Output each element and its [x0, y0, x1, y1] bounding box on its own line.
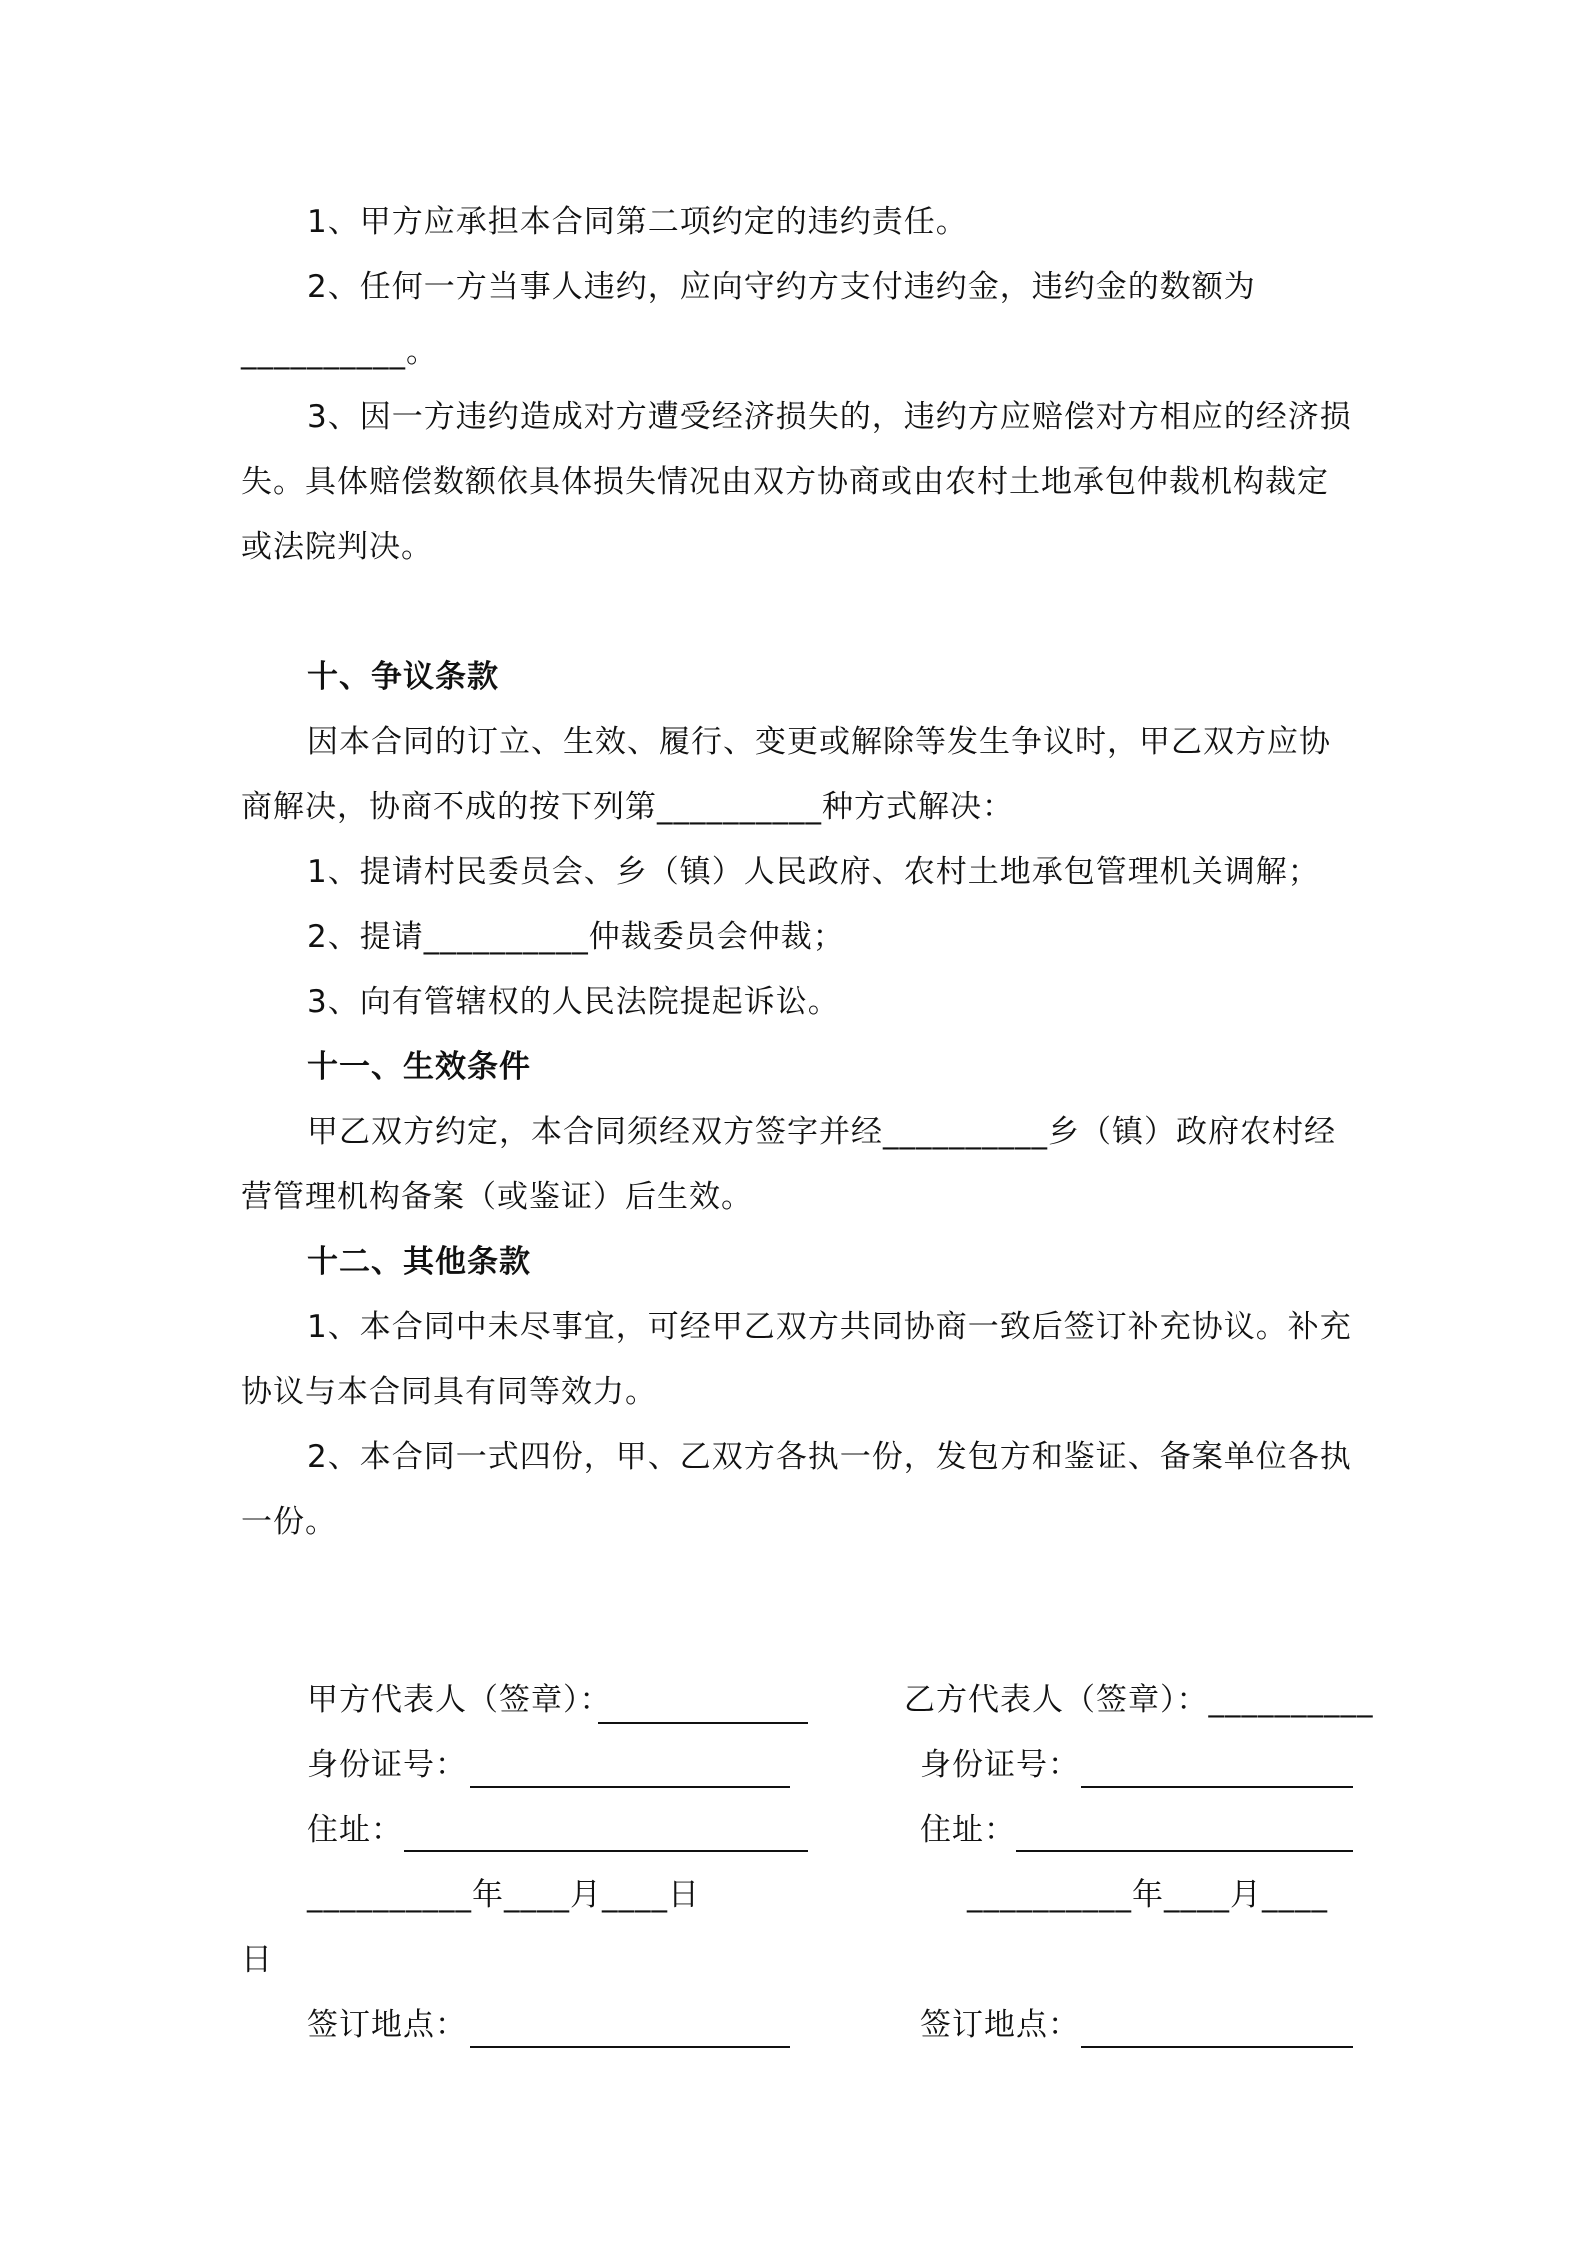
dispute-intro: 因本合同的订立、生效、履行、变更或解除等发生争议时，甲乙双方应协商解决，协商不成的按下列第__________种方式解决：: [241, 724, 1331, 825]
dispute-option-3: 3、向有管辖权的人民法院提起诉讼。: [307, 984, 840, 1020]
party-b-address-line: [1016, 1850, 1353, 1852]
other-item-1: 1、本合同中未尽事宜，可经甲乙双方共同协商一致后签订补充协议。补充协议与本合同具有同等效力。: [241, 1309, 1352, 1410]
party-a-address-line: [404, 1850, 808, 1852]
party-a-rep-label: 甲方代表人（签章）：: [307, 1682, 612, 1718]
party-a-id-label: 身份证号：: [307, 1747, 467, 1783]
liability-item-3: 3、因一方违约造成对方遭受经济损失的，违约方应赔偿对方相应的经济损失。具体赔偿数额依具体损失情况由双方协商或由农村土地承包仲裁机构裁定或法院判决。: [241, 399, 1352, 565]
liability-item-2: 2、任何一方当事人违约，应向守约方支付违约金，违约金的数额为: [307, 269, 1256, 305]
effect-heading: 十一、生效条件: [307, 1049, 531, 1085]
other-heading: 十二、其他条款: [307, 1244, 531, 1280]
contract-body: [241, 190, 1356, 580]
party-a-date: __________年____月____日: [307, 1877, 700, 1913]
party-b-id-line: [1081, 1786, 1353, 1788]
party-b-place-line: [1081, 2046, 1353, 2048]
effect-body: 甲乙双方约定，本合同须经双方签字并经__________乡（镇）政府农村经营管理机构备案（或鉴证）后生效。: [241, 1114, 1336, 1215]
party-a-rep-line: [598, 1722, 808, 1724]
liability-item-1: 1、甲方应承担本合同第二项约定的违约责任。: [307, 204, 968, 240]
liability-item-2-amount-blank: __________。: [241, 334, 438, 370]
party-b-date: __________年____月____: [967, 1877, 1328, 1913]
party-a-address-label: 住址：: [307, 1812, 403, 1848]
dispute-section: [241, 645, 1356, 1555]
dispute-option-2: 2、提请__________仲裁委员会仲裁；: [307, 919, 845, 955]
party-b-place-label: 签订地点：: [920, 2007, 1080, 2043]
dispute-heading: 十、争议条款: [307, 659, 499, 695]
party-b-date-wrap: 日: [241, 1942, 273, 1978]
party-b-address-label: 住址：: [920, 1812, 1016, 1848]
party-b-rep-label: 乙方代表人（签章）：__________: [904, 1682, 1374, 1718]
party-b-id-label: 身份证号：: [920, 1747, 1080, 1783]
party-a-place-label: 签订地点：: [307, 2007, 467, 2043]
party-a-place-line: [470, 2046, 790, 2048]
dispute-option-1: 1、提请村民委员会、乡（镇）人民政府、农村土地承包管理机关调解；: [307, 854, 1320, 890]
party-a-id-line: [470, 1786, 790, 1788]
other-item-2: 2、本合同一式四份，甲、乙双方各执一份，发包方和鉴证、备案单位各执一份。: [241, 1439, 1352, 1540]
